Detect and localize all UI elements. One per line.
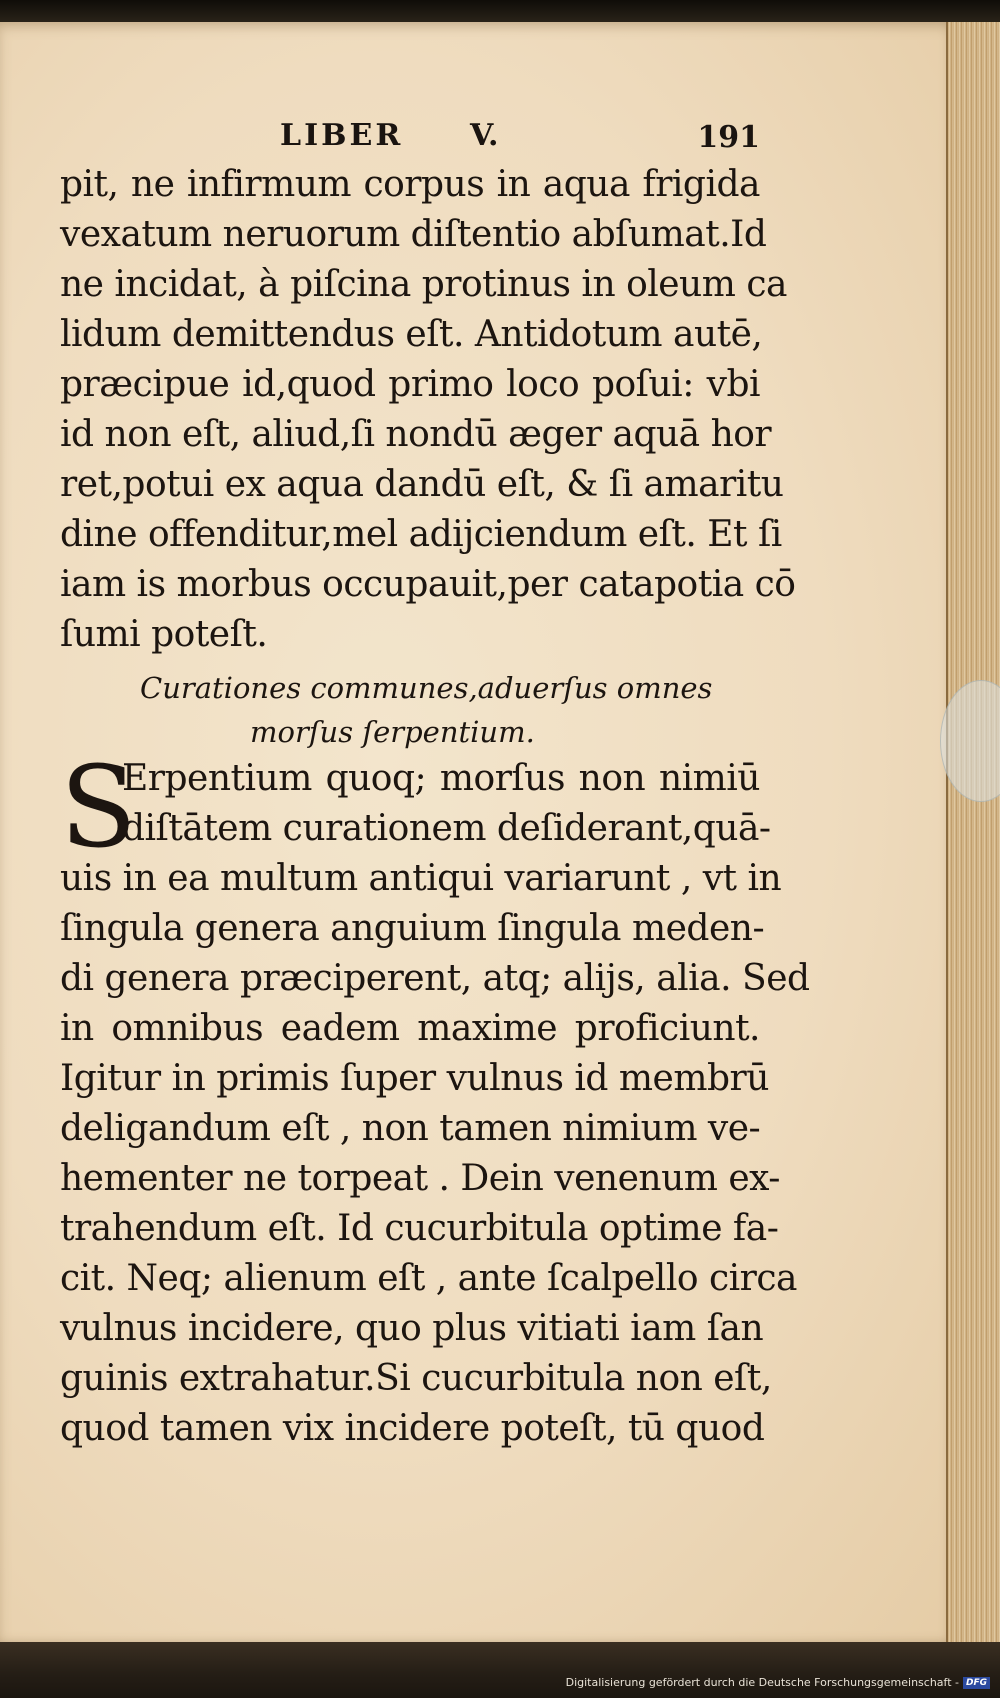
text-line: ſumi poteſt. (60, 614, 268, 655)
text-line: ſingula genera anguium ſingula meden- (60, 908, 765, 949)
drop-cap-initial: S (60, 743, 137, 873)
running-header (60, 118, 760, 158)
text-line: ne incidat, à piſcina protinus in oleum ca (60, 264, 787, 305)
section-heading-line-2: morſus ſerpentium. (250, 715, 535, 749)
text-line: Igitur in primis ſuper vulnus id membrū (60, 1058, 769, 1099)
text-line: pit, ne infirmum corpus in aqua frigida (60, 164, 760, 205)
top-edge-shadow (0, 0, 1000, 24)
paragraph-1 (60, 160, 796, 660)
text-line: cit. Neq; alienum eſt , ante ſcalpello circa (60, 1258, 797, 1299)
text-line: lidum demittendus eſt. Antidotum autē, (60, 314, 763, 355)
paragraph-2 (60, 743, 810, 1454)
bottom-edge (0, 1642, 1000, 1698)
text-line: quod tamen vix incidere poteſt, tū quod (60, 1408, 765, 1449)
text-line: in omnibus eadem maxime proficiunt. (60, 1008, 760, 1049)
text-line: guinis extrahatur.Si cucurbitula non eſt, (60, 1358, 772, 1399)
text-line: trahendum eſt. Id cucurbitula optime fa- (60, 1208, 779, 1249)
text-line: ret,potui ex aqua dandū eſt, & ſi amaritu (60, 464, 784, 505)
text-line: id non eſt, aliud,ſi nondū æger aquā hor (60, 414, 772, 455)
text-line: dine offenditur,mel adijciendum eſt. Et ſi (60, 514, 782, 555)
book-number: V. (470, 118, 499, 153)
text-line: præcipue id,quod primo loco poſui: vbi (60, 364, 760, 405)
page-edges (946, 22, 1000, 1642)
text-line: vulnus incidere, quo plus vitiati iam ſan (60, 1308, 764, 1349)
digitization-credit (566, 1676, 990, 1689)
section-heading-line-1: Curationes communes,aduerſus omnes (140, 671, 713, 705)
text-line: Erpentium quoq; morſus non nimiū (122, 758, 760, 799)
main-text (60, 160, 810, 1454)
page-number: 191 (697, 120, 760, 155)
text-line: uis in ea multum antiqui variarunt , vt in (60, 858, 782, 899)
text-line: vexatum neruorum diſtentio abſumat.Id (60, 214, 767, 255)
text-line: diſtātem curationem deſiderant,quā- (122, 808, 771, 849)
text-line: iam is morbus occupauit,per catapotia cō (60, 564, 796, 605)
text-line: deligandum eſt , non tamen nimium ve- (60, 1108, 761, 1149)
dfg-logo: DFG (963, 1677, 990, 1689)
credit-text: Digitalisierung gefördert durch die Deutsche Forschungsgemeinschaft - (565, 1676, 959, 1689)
running-title: LIBER (280, 118, 404, 153)
text-line: hementer ne torpeat . Dein venenum ex- (60, 1158, 780, 1199)
text-line: di genera præciperent, atq; alijs, alia. Sed (60, 958, 810, 999)
